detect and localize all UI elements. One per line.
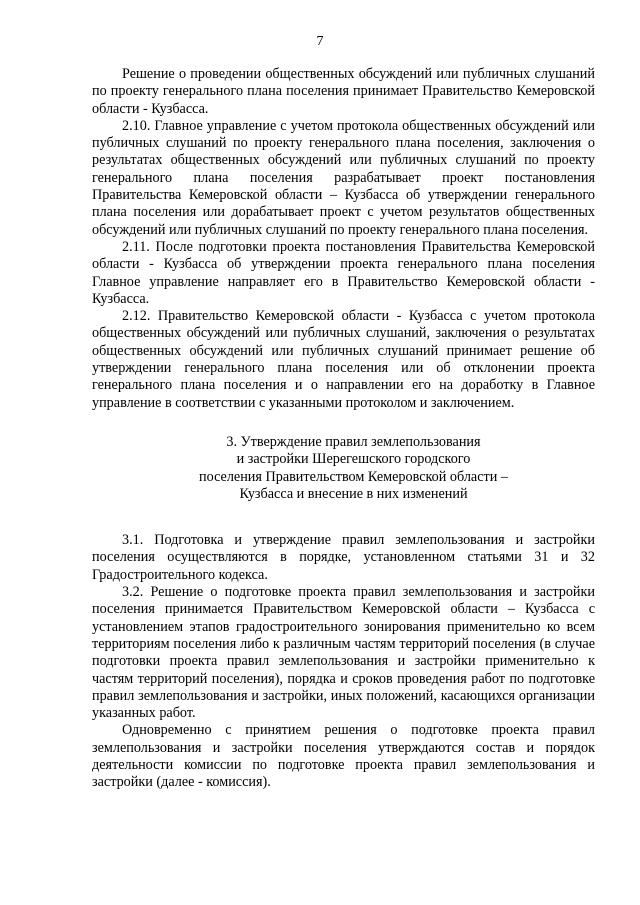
paragraph-2-11: 2.11. После подготовки проекта постановления Правительства Кемеровской области - Кузбасса об утверждении проекта генерального плана поселения Главное управление направляет его в Правительство Кемеровской области - Кузбасса. bbox=[92, 238, 595, 307]
paragraph-3-1: 3.1. Подготовка и утверждение правил землепользования и застройки поселения осуществляются в порядке, установленном статьями 31 и 32 Градостроительного кодекса. bbox=[92, 532, 595, 583]
section-heading-line: поселения Правительством Кемеровской области – bbox=[199, 468, 508, 485]
section-3-heading bbox=[92, 434, 595, 503]
section-heading-line: Кузбасса и внесение в них изменений bbox=[239, 485, 468, 502]
section-heading-line: и застройки Шерегешского городского bbox=[236, 451, 471, 468]
document-body bbox=[92, 66, 595, 792]
section-heading-line: 3. Утверждение правил землепользования bbox=[226, 433, 481, 450]
paragraph-3-2: 3.2. Решение о подготовке проекта правил землепользования и застройки поселения принимается Правительством Кемеровской области – Кузбасса с установлением этапов градостроительного зонирования применительно ко всем территориям поселения либо к различным частям территорий поселения (в случае подготовки проекта правил землепользования и застройки применительно к частям территорий поселения), порядка и сроков проведения работ по подготовке правил землепользования и застройки, иных положений, касающихся организации указанных работ. bbox=[92, 584, 595, 722]
paragraph-2-12: 2.12. Правительство Кемеровской области - Кузбасса с учетом протокола общественных обсуждений или публичных слушаний, заключения о результатах общественных обсуждений или публичных слушаний принимает решение об утверждении генерального плана поселения или об отклонении проекта генерального плана поселения и о направлении его на доработку в Главное управление в соответствии с указанными протоколом и заключением. bbox=[92, 308, 595, 411]
paragraph-2-10: 2.10. Главное управление с учетом протокола общественных обсуждений или публичных слушаний по проекту генерального плана поселения, заключения о результатах общественных обсуждений или публичных слушаний по проекту генерального плана поселения разрабатывает проект постановления Правительства Кемеровской области – Кузбасса об утверждении генерального плана поселения или дорабатывает проект с учетом результатов общественных обсуждений или публичных слушаний по проекту генерального плана поселения. bbox=[92, 117, 595, 238]
paragraph-commission: Одновременно с принятием решения о подготовке проекта правил землепользования и застройки поселения утверждаются состав и порядок деятельности комиссии по подготовке проекта правил землепользования и застройки (далее - комиссия). bbox=[92, 722, 595, 791]
paragraph-decision: Решение о проведении общественных обсуждений или публичных слушаний по проекту генерального плана поселения принимает Правительство Кемеровской области - Кузбасса. bbox=[92, 66, 595, 117]
page-number: 7 bbox=[316, 34, 324, 49]
